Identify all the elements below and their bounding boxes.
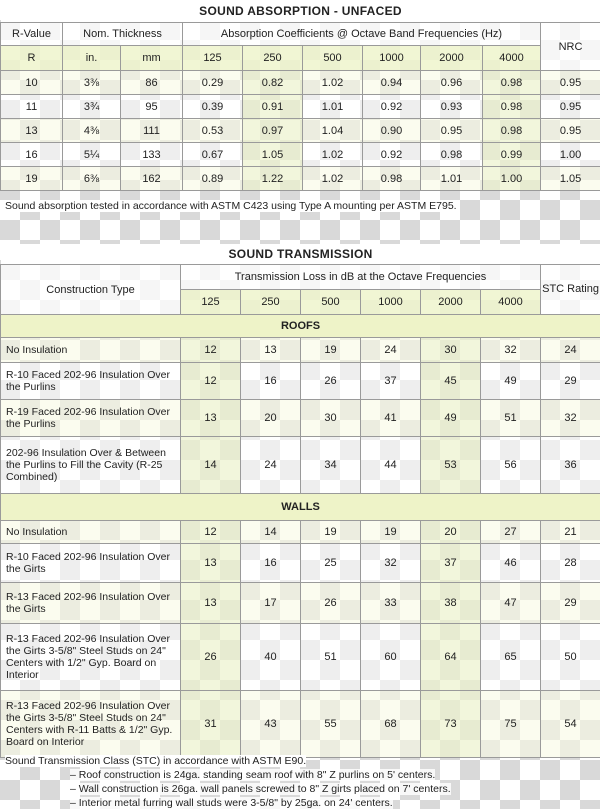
- header-freq-125: 125: [183, 46, 243, 71]
- coefficient-cell: 0.90: [363, 119, 421, 143]
- transmission-loss-cell: 34: [301, 437, 361, 494]
- construction-type-cell: R-13 Faced 202-96 Insulation Over the Girts: [1, 583, 181, 624]
- construction-type-cell: R-10 Faced 202-96 Insulation Over the Girts: [1, 544, 181, 583]
- transmission-loss-cell: 19: [361, 521, 421, 544]
- construction-type-cell: R-13 Faced 202-96 Insulation Over the Girts 3-5/8" Steel Studs on 24" Centers with R-11 Batts & 1/2" Gyp. Board on Interior: [1, 691, 181, 758]
- r-value-cell: 16: [1, 143, 63, 167]
- stc-cell: 29: [541, 363, 600, 400]
- header-freq-125: 125: [181, 290, 241, 315]
- table-row: [1, 583, 600, 624]
- header-nrc: NRC: [541, 23, 600, 71]
- nrc-cell: 0.95: [541, 95, 600, 119]
- thickness-mm-cell: 162: [121, 167, 183, 191]
- transmission-loss-cell: 46: [481, 544, 541, 583]
- transmission-loss-cell: 51: [481, 400, 541, 437]
- coefficient-cell: 1.05: [243, 143, 303, 167]
- transmission-loss-cell: 47: [481, 583, 541, 624]
- table-row: [1, 521, 600, 544]
- transmission-loss-cell: 37: [421, 544, 481, 583]
- transmission-loss-cell: 43: [241, 691, 301, 758]
- transmission-loss-cell: 49: [481, 363, 541, 400]
- coefficient-cell: 0.91: [243, 95, 303, 119]
- transmission-loss-cell: 53: [421, 437, 481, 494]
- transmission-loss-cell: 19: [301, 521, 361, 544]
- coefficient-cell: 0.39: [183, 95, 243, 119]
- thickness-mm-cell: 133: [121, 143, 183, 167]
- thickness-mm-cell: 86: [121, 71, 183, 95]
- nrc-cell: 1.00: [541, 143, 600, 167]
- coefficient-cell: 0.99: [483, 143, 541, 167]
- table-row: [1, 544, 600, 583]
- header-freq-250: 250: [243, 46, 303, 71]
- transmission-loss-cell: 44: [361, 437, 421, 494]
- header-mm: mm: [121, 46, 183, 71]
- coefficient-cell: 0.92: [363, 95, 421, 119]
- coefficient-cell: 1.02: [303, 167, 363, 191]
- thickness-in-cell: 3⅜: [63, 71, 121, 95]
- stc-cell: 36: [541, 437, 600, 494]
- header-rvalue: R-Value: [1, 23, 63, 46]
- coefficient-cell: 0.92: [363, 143, 421, 167]
- transmission-subnote: – Interior metal furring wall studs were 3-5/8" by 25ga. on 24' centers.: [70, 797, 393, 809]
- transmission-loss-cell: 32: [361, 544, 421, 583]
- transmission-loss-cell: 26: [301, 583, 361, 624]
- construction-type-cell: No Insulation: [1, 521, 181, 544]
- transmission-loss-cell: 30: [301, 400, 361, 437]
- transmission-loss-cell: 24: [241, 437, 301, 494]
- table-row: [1, 691, 600, 758]
- header-r: R: [1, 46, 63, 71]
- construction-type-cell: R-19 Faced 202-96 Insulation Over the Purlins: [1, 400, 181, 437]
- transmission-loss-cell: 13: [181, 544, 241, 583]
- header-freq-4000: 4000: [481, 290, 541, 315]
- coefficient-cell: 1.22: [243, 167, 303, 191]
- coefficient-cell: 1.04: [303, 119, 363, 143]
- coefficient-cell: 0.96: [421, 71, 483, 95]
- coefficient-cell: 1.02: [303, 143, 363, 167]
- transmission-loss-cell: 55: [301, 691, 361, 758]
- transmission-loss-cell: 75: [481, 691, 541, 758]
- transmission-loss-cell: 13: [181, 400, 241, 437]
- transmission-loss-cell: 12: [181, 521, 241, 544]
- coefficient-cell: 1.01: [421, 167, 483, 191]
- transmission-loss-cell: 16: [241, 544, 301, 583]
- coefficient-cell: 0.89: [183, 167, 243, 191]
- coefficient-cell: 0.98: [421, 143, 483, 167]
- header-transmission-loss: Transmission Loss in dB at the Octave Frequencies: [181, 265, 541, 290]
- transmission-loss-cell: 73: [421, 691, 481, 758]
- table-row: [1, 363, 600, 400]
- section-roofs: ROOFS: [1, 315, 600, 338]
- thickness-in-cell: 6⅜: [63, 167, 121, 191]
- coefficient-cell: 0.67: [183, 143, 243, 167]
- thickness-mm-cell: 95: [121, 95, 183, 119]
- construction-type-cell: 202-96 Insulation Over & Between the Purlins to Fill the Cavity (R-25 Combined): [1, 437, 181, 494]
- header-stc-rating: STC Rating: [541, 265, 600, 315]
- transmission-loss-cell: 38: [421, 583, 481, 624]
- table-row: [1, 95, 600, 119]
- absorption-note: Sound absorption tested in accordance with ASTM C423 using Type A mounting per ASTM E795.: [5, 200, 457, 212]
- transmission-loss-cell: 26: [181, 624, 241, 691]
- header-construction-type: Construction Type: [1, 265, 181, 315]
- header-freq-4000: 4000: [483, 46, 541, 71]
- header-freq-500: 500: [303, 46, 363, 71]
- coefficient-cell: 0.82: [243, 71, 303, 95]
- r-value-cell: 10: [1, 71, 63, 95]
- coefficient-cell: 0.93: [421, 95, 483, 119]
- header-freq-1000: 1000: [363, 46, 421, 71]
- transmission-loss-cell: 14: [241, 521, 301, 544]
- construction-type-cell: R-10 Faced 202-96 Insulation Over the Purlins: [1, 363, 181, 400]
- coefficient-cell: 0.98: [483, 95, 541, 119]
- construction-type-cell: No Insulation: [1, 338, 181, 363]
- coefficient-cell: 0.98: [363, 167, 421, 191]
- header-coefficients: Absorption Coefficients @ Octave Band Frequencies (Hz): [183, 23, 541, 46]
- coefficient-cell: 0.94: [363, 71, 421, 95]
- transmission-loss-cell: 14: [181, 437, 241, 494]
- r-value-cell: 11: [1, 95, 63, 119]
- transmission-loss-cell: 65: [481, 624, 541, 691]
- transmission-subnote: – Roof construction is 24ga. standing seam roof with 8" Z purlins on 5' centers.: [70, 769, 436, 781]
- transmission-note: Sound Transmission Class (STC) in accordance with ASTM E90.: [5, 755, 307, 767]
- stc-cell: 50: [541, 624, 600, 691]
- header-freq-2000: 2000: [421, 46, 483, 71]
- table-row: [1, 400, 600, 437]
- coefficient-cell: 1.01: [303, 95, 363, 119]
- table-row: [1, 437, 600, 494]
- coefficient-cell: 0.29: [183, 71, 243, 95]
- table-row: [1, 71, 600, 95]
- coefficient-cell: 0.97: [243, 119, 303, 143]
- header-freq-500: 500: [301, 290, 361, 315]
- transmission-subnote: – Wall construction is 26ga. wall panels screwed to 8" Z girts placed on 7' centers.: [70, 783, 451, 795]
- transmission-loss-cell: 60: [361, 624, 421, 691]
- header-thickness: Nom. Thickness: [63, 23, 183, 46]
- transmission-loss-cell: 41: [361, 400, 421, 437]
- stc-cell: 32: [541, 400, 600, 437]
- coefficient-cell: 0.98: [483, 71, 541, 95]
- thickness-in-cell: 3¾: [63, 95, 121, 119]
- table-row: [1, 624, 600, 691]
- stc-cell: 28: [541, 544, 600, 583]
- transmission-loss-cell: 13: [181, 583, 241, 624]
- nrc-cell: 1.05: [541, 167, 600, 191]
- transmission-loss-cell: 64: [421, 624, 481, 691]
- transmission-title: SOUND TRANSMISSION: [1, 244, 600, 265]
- transmission-loss-cell: 31: [181, 691, 241, 758]
- table-row: [1, 338, 600, 363]
- nrc-cell: 0.95: [541, 71, 600, 95]
- transmission-loss-cell: 32: [481, 338, 541, 363]
- header-freq-1000: 1000: [361, 290, 421, 315]
- transmission-loss-cell: 25: [301, 544, 361, 583]
- transmission-loss-cell: 30: [421, 338, 481, 363]
- thickness-in-cell: 4⅜: [63, 119, 121, 143]
- transmission-loss-cell: 12: [181, 338, 241, 363]
- transmission-table: [0, 244, 600, 758]
- coefficient-cell: 1.02: [303, 71, 363, 95]
- transmission-loss-cell: 20: [241, 400, 301, 437]
- absorption-title: SOUND ABSORPTION - UNFACED: [1, 0, 600, 23]
- header-freq-250: 250: [241, 290, 301, 315]
- transmission-loss-cell: 27: [481, 521, 541, 544]
- stc-cell: 29: [541, 583, 600, 624]
- transmission-loss-cell: 51: [301, 624, 361, 691]
- header-freq-2000: 2000: [421, 290, 481, 315]
- stc-cell: 21: [541, 521, 600, 544]
- coefficient-cell: 1.00: [483, 167, 541, 191]
- transmission-loss-cell: 33: [361, 583, 421, 624]
- stc-cell: 54: [541, 691, 600, 758]
- thickness-mm-cell: 111: [121, 119, 183, 143]
- transmission-loss-cell: 68: [361, 691, 421, 758]
- transmission-loss-cell: 40: [241, 624, 301, 691]
- transmission-loss-cell: 24: [361, 338, 421, 363]
- coefficient-cell: 0.95: [421, 119, 483, 143]
- transmission-loss-cell: 17: [241, 583, 301, 624]
- table-row: [1, 167, 600, 191]
- coefficient-cell: 0.53: [183, 119, 243, 143]
- transmission-loss-cell: 56: [481, 437, 541, 494]
- transmission-loss-cell: 45: [421, 363, 481, 400]
- r-value-cell: 19: [1, 167, 63, 191]
- transmission-loss-cell: 13: [241, 338, 301, 363]
- transmission-loss-cell: 26: [301, 363, 361, 400]
- table-row: [1, 143, 600, 167]
- transmission-loss-cell: 49: [421, 400, 481, 437]
- transmission-loss-cell: 12: [181, 363, 241, 400]
- section-walls: WALLS: [1, 494, 600, 521]
- transmission-loss-cell: 37: [361, 363, 421, 400]
- coefficient-cell: 0.98: [483, 119, 541, 143]
- absorption-table: [0, 0, 600, 191]
- nrc-cell: 0.95: [541, 119, 600, 143]
- transmission-loss-cell: 16: [241, 363, 301, 400]
- table-row: [1, 119, 600, 143]
- thickness-in-cell: 5¼: [63, 143, 121, 167]
- r-value-cell: 13: [1, 119, 63, 143]
- transmission-loss-cell: 19: [301, 338, 361, 363]
- header-in: in.: [63, 46, 121, 71]
- transmission-loss-cell: 20: [421, 521, 481, 544]
- stc-cell: 24: [541, 338, 600, 363]
- construction-type-cell: R-13 Faced 202-96 Insulation Over the Girts 3-5/8" Steel Studs on 24" Centers with 1/2" Gyp. Board on Interior: [1, 624, 181, 691]
